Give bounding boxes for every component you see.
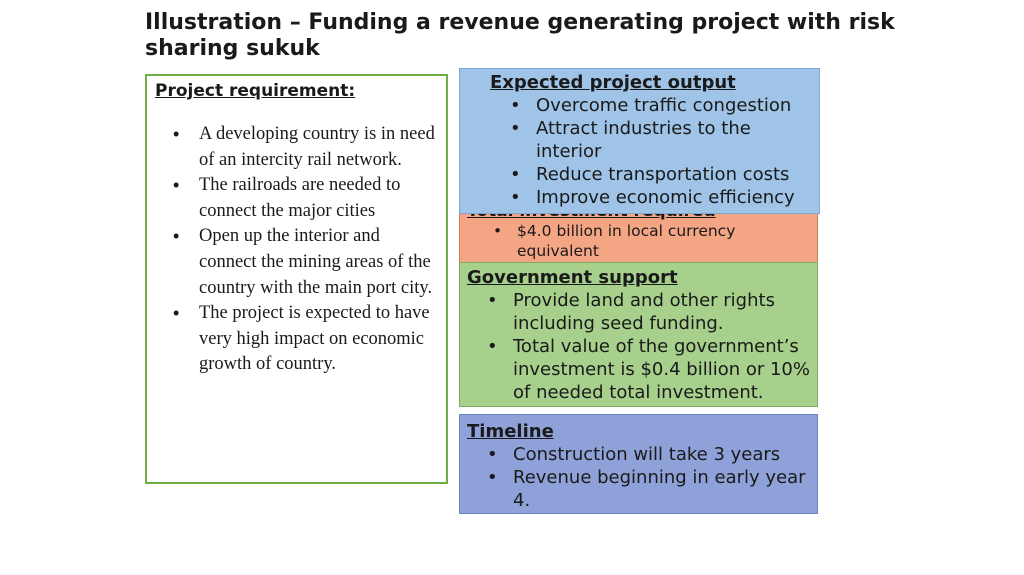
- timeline-list: [467, 443, 810, 512]
- slide-title: Illustration – Funding a revenue generating project with risk sharing sukuk: [145, 10, 895, 61]
- expected-output-list: [490, 94, 809, 209]
- list-item: • A developing country is in need of an intercity rail network.: [165, 122, 438, 173]
- list-item: • The railroads are needed to connect the major cities: [165, 173, 438, 224]
- project-requirement-box: [145, 74, 448, 484]
- list-item: • The project is expected to have very high impact on economic growth of country.: [165, 301, 438, 378]
- list-item: • Attract industries to the interior: [490, 117, 809, 163]
- list-item: • Improve economic efficiency: [490, 186, 809, 209]
- list-item: • Overcome traffic congestion: [490, 94, 809, 117]
- project-requirement-heading: Project requirement:: [155, 81, 356, 101]
- list-item: • Revenue beginning in early year 4.: [467, 466, 810, 512]
- government-support-box: [459, 262, 818, 407]
- list-item: • Construction will take 3 years: [467, 443, 810, 466]
- project-requirement-list: [165, 122, 438, 378]
- government-support-list: [467, 289, 810, 404]
- expected-output-heading: Expected project output: [490, 72, 736, 93]
- total-investment-list: [467, 221, 810, 261]
- list-item: • Provide land and other rights including seed funding.: [467, 289, 810, 335]
- list-item: • Open up the interior and connect the mining areas of the country with the main port city.: [165, 224, 438, 301]
- list-item: • Reduce transportation costs: [490, 163, 809, 186]
- timeline-box: [459, 414, 818, 514]
- timeline-heading: Timeline: [467, 421, 554, 442]
- list-item: • Total value of the government’s investment is $0.4 billion or 10% of needed total investment.: [467, 335, 810, 404]
- government-support-heading: Government support: [467, 267, 678, 288]
- expected-output-box: [459, 68, 820, 214]
- list-item: • $4.0 billion in local currency equivalent: [467, 221, 810, 261]
